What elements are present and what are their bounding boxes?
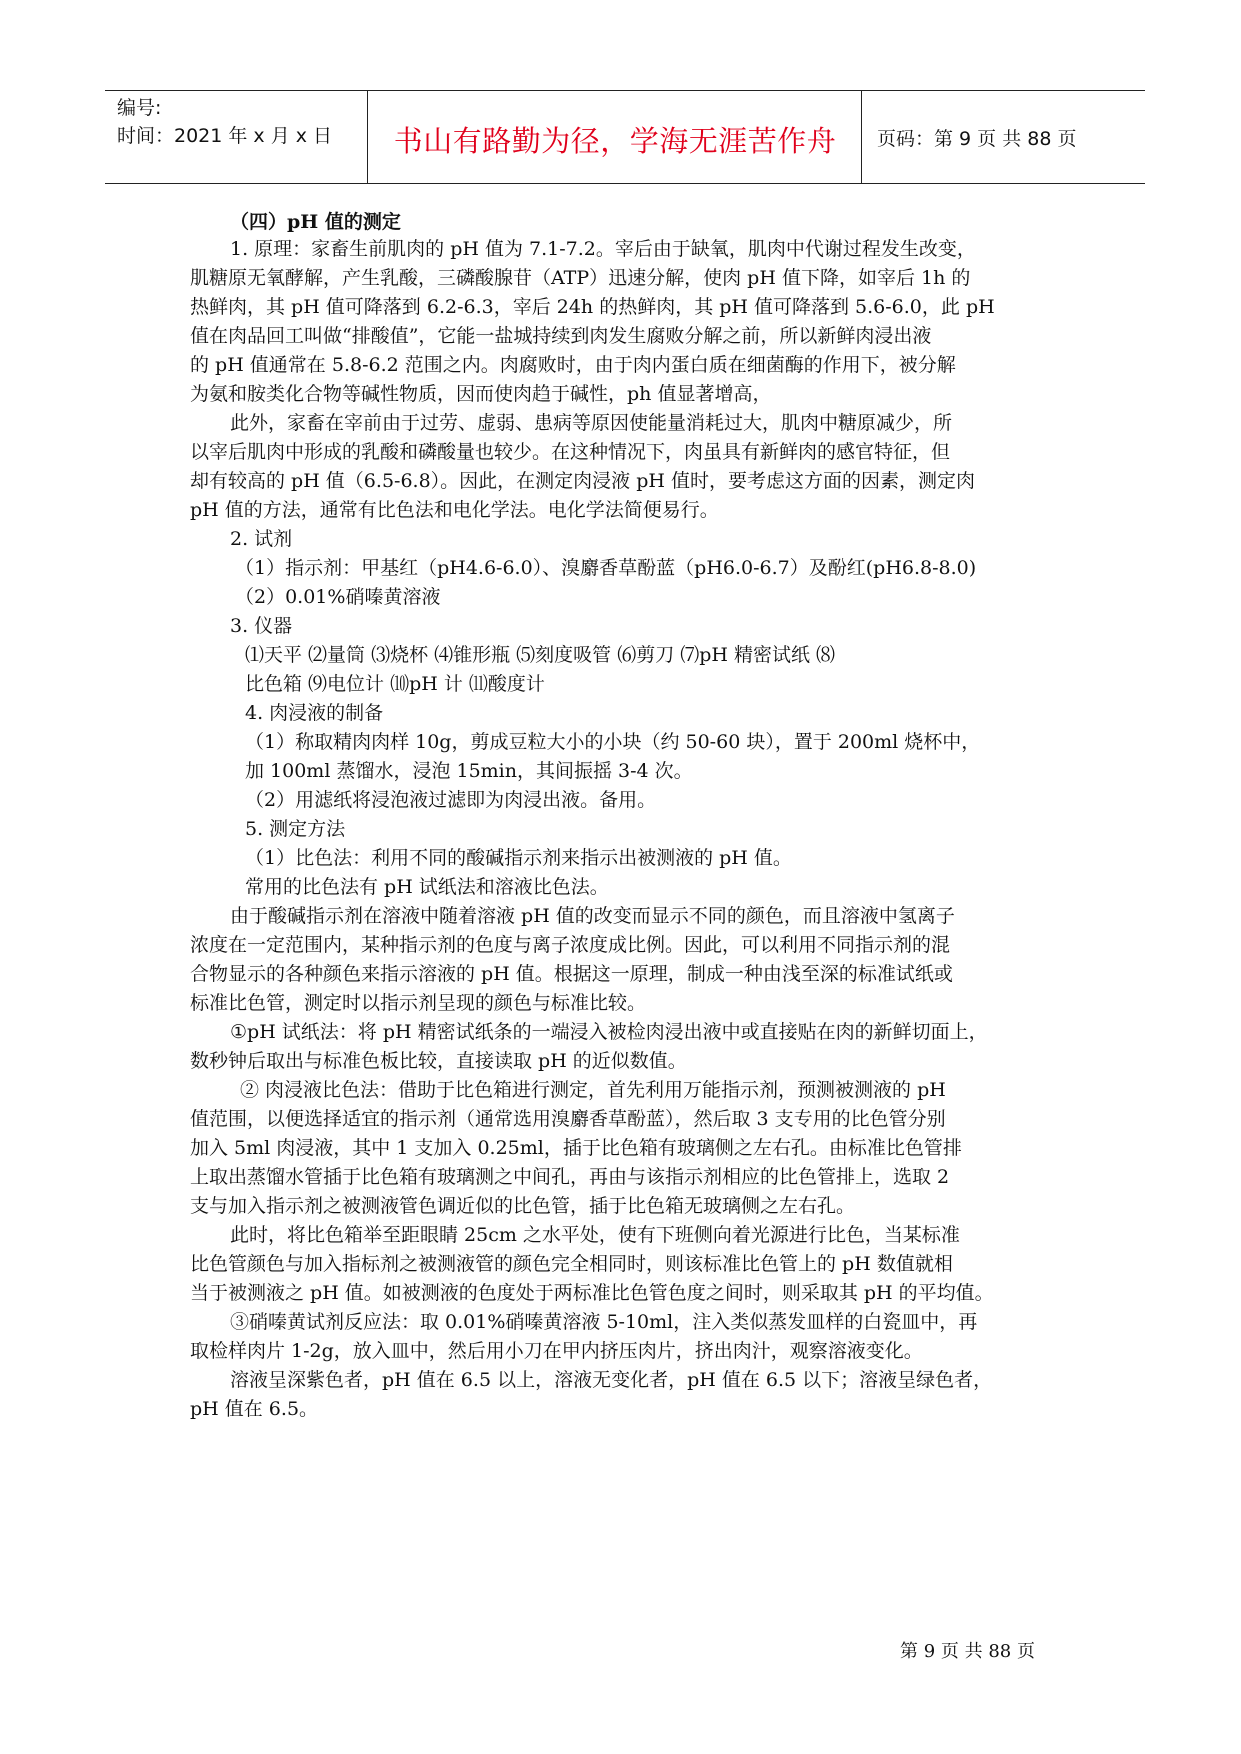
paragraph-line: 此时，将比色箱举至距眼睛 25cm 之水平处，使有下班侧向着光源进行比色，当某标准	[230, 1224, 960, 1246]
list-item: （1）指示剂：甲基红（pH4.6-6.0）、溴麝香草酚蓝（pH6.0-6.7）及酚红(pH6.8-8.0)	[235, 557, 977, 579]
subsection-heading: 3. 仪器	[230, 615, 293, 637]
paragraph-line: ③硝嗪黄试剂反应法：取 0.01%硝嗪黄溶液 5-10ml，注入类似蒸发皿样的白瓷皿中，再	[230, 1311, 978, 1333]
header-page-cell	[863, 91, 1145, 183]
paragraph-line: 由于酸碱指示剂在溶液中随着溶液 pH 值的改变而显示不同的颜色，而且溶液中氢离子	[230, 905, 955, 927]
paragraph-line: 加入 5ml 肉浸液，其中 1 支加入 0.25ml，插于比色箱有玻璃侧之左右孔。由标准比色管排	[190, 1137, 962, 1159]
paragraph-line: 取检样肉片 1-2g，放入皿中，然后用小刀在甲内挤压肉片，挤出肉汁，观察溶液变化。	[190, 1340, 923, 1362]
paragraph-line: pH 值的方法，通常有比色法和电化学法。电化学法简便易行。	[190, 499, 719, 521]
page-footer-number: 第 9 页 共 88 页	[900, 1641, 1035, 1662]
list-item: （2）0.01%硝嗪黄溶液	[235, 586, 441, 608]
paragraph-line: ①pH 试纸法：将 pH 精密试纸条的一端浸入被检肉浸出液中或直接贴在肉的新鲜切面上，	[230, 1021, 988, 1043]
header-motto: 书山有路勤为径，学海无涯苦作舟	[393, 124, 837, 158]
list-item: 比色箱 ⑼电位计 ⑽pH 计 ⑾酸度计	[245, 673, 545, 695]
header-info-cell	[105, 91, 368, 183]
subsection-heading: 2. 试剂	[230, 528, 293, 550]
page-header	[105, 90, 1145, 184]
paragraph-line: 肌糖原无氧酵解，产生乳酸，三磷酸腺苷（ATP）迅速分解，使肉 pH 值下降，如宰后 1h 的	[190, 267, 971, 289]
paragraph-line: 热鲜肉，其 pH 值可降落到 6.2-6.3，宰后 24h 的热鲜肉，其 pH 值可降落到 5.6-6.0，此 pH	[190, 296, 995, 318]
list-item: ⑴天平 ⑵量筒 ⑶烧杯 ⑷锥形瓶 ⑸刻度吸管 ⑹剪刀 ⑺pH 精密试纸 ⑻	[245, 644, 836, 666]
paragraph-line: 数秒钟后取出与标准色板比较，直接读取 pH 的近似数值。	[190, 1050, 687, 1072]
paragraph-line: 溶液呈深紫色者，pH 值在 6.5 以上，溶液无变化者，pH 值在 6.5 以下；溶液呈绿色者，	[230, 1369, 993, 1391]
section-heading: （四）pH 值的测定	[230, 211, 401, 233]
paragraph-line: 为氨和胺类化合物等碱性物质，因而使肉趋于碱性，ph 值显著增高，	[190, 383, 772, 405]
subsection-heading: 5. 测定方法	[245, 818, 346, 840]
list-item: （2）用滤纸将浸泡液过滤即为肉浸出液。备用。	[245, 789, 657, 811]
paragraph-line: 常用的比色法有 pH 试纸法和溶液比色法。	[245, 876, 609, 898]
paragraph-line: 值范围，以便选择适宜的指示剂（通常选用溴麝香草酚蓝），然后取 3 支专用的比色管分别	[190, 1108, 946, 1130]
header-motto-cell	[369, 91, 862, 183]
paragraph-line: 支与加入指示剂之被测液管色调近似的比色管，插于比色箱无玻璃侧之左右孔。	[190, 1195, 856, 1217]
document-number-label: 编号:	[117, 97, 162, 119]
paragraph-line: 合物显示的各种颜色来指示溶液的 pH 值。根据这一原理，制成一种由浅至深的标准试纸或	[190, 963, 953, 985]
paragraph-line: 却有较高的 pH 值（6.5-6.8）。因此，在测定肉浸液 pH 值时，要考虑这方面的因素，测定肉	[190, 470, 975, 492]
paragraph-line: 1. 原理：家畜生前肌肉的 pH 值为 7.1-7.2。宰后由于缺氧，肌肉中代谢过程发生改变，	[230, 238, 976, 260]
paragraph-line: 浓度在一定范围内，某种指示剂的色度与离子浓度成比例。因此，可以利用不同指示剂的混	[190, 934, 951, 956]
paragraph-line: 此外，家畜在宰前由于过劳、虚弱、患病等原因使能量消耗过大，肌肉中糖原减少，所	[230, 412, 953, 434]
paragraph-line: 当于被测液之 pH 值。如被测液的色度处于两标准比色管色度之间时，则采取其 pH 的平均值。	[190, 1282, 994, 1304]
list-item: 加 100ml 蒸馏水，浸泡 15min，其间振摇 3-4 次。	[245, 760, 693, 782]
document-time-label: 时间：2021 年 x 月 x 日	[117, 125, 333, 147]
list-item: （1）称取精肉肉样 10g，剪成豆粒大小的小块（约 50-60 块），置于 200ml 烧杯中，	[245, 731, 981, 753]
paragraph-line: 上取出蒸馏水管插于比色箱有玻璃测之中间孔，再由与该指示剂相应的比色管排上，选取 2	[190, 1166, 950, 1188]
paragraph-line: pH 值在 6.5。	[190, 1398, 319, 1420]
paragraph-line: 值在肉品回工叫做“排酸值”，它能一盐城持续到肉发生腐败分解之前，所以新鲜肉浸出液	[190, 325, 932, 347]
paragraph-line: 的 pH 值通常在 5.8-6.2 范围之内。肉腐败时，由于肉内蛋白质在细菌酶的作用下，被分解	[190, 354, 956, 376]
list-item: （1）比色法：利用不同的酸碱指示剂来指示出被测液的 pH 值。	[245, 847, 792, 869]
paragraph-line: ② 肉浸液比色法：借助于比色箱进行测定，首先利用万能指示剂，预测被测液的 pH	[240, 1079, 946, 1101]
paragraph-line: 标准比色管，测定时以指示剂呈现的颜色与标准比较。	[190, 992, 647, 1014]
paragraph-line: 比色管颜色与加入指标剂之被测液管的颜色完全相同时，则该标准比色管上的 pH 数值就相	[190, 1253, 953, 1275]
subsection-heading: 4. 肉浸液的制备	[245, 702, 384, 724]
paragraph-line: 以宰后肌肉中形成的乳酸和磷酸量也较少。在这种情况下，肉虽具有新鲜肉的感官特征，但	[190, 441, 951, 463]
header-page-number: 页码：第 9 页 共 88 页	[877, 128, 1077, 150]
